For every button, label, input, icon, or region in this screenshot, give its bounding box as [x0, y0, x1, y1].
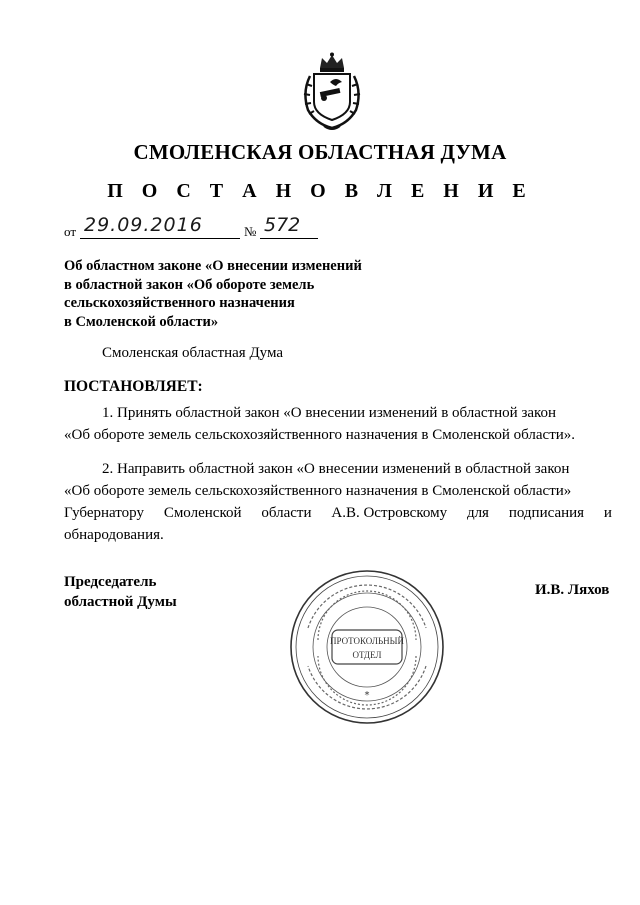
item-2-word: области [261, 505, 312, 521]
item-2-line-3 [64, 502, 612, 524]
date-prefix: от [64, 224, 77, 239]
position-line: областной Думы [64, 594, 177, 610]
item-2-word: А.В. Островскому [331, 505, 448, 521]
preamble: Смоленская областная Дума [102, 345, 284, 361]
item-2-word: Губернатору [64, 505, 144, 521]
subject-line: в областной закон «Об обороте земель [64, 276, 315, 293]
date-underline [80, 238, 240, 239]
subject-line: Об областном законе «О внесении изменений [64, 258, 362, 274]
item-2-word: подписания [508, 505, 585, 521]
item-2-word: для [466, 505, 489, 521]
document-type-title: П О С Т А Н О В Л Е Н И Е [107, 180, 533, 202]
signatory-position [64, 572, 177, 612]
item-2-line-1: 2. Направить областной закон «О внесении изменений в областной закон [102, 461, 570, 477]
resolves-heading: ПОСТАНОВЛЯЕТ: [64, 378, 203, 395]
item-1-line-2: «Об обороте земель сельскохозяйственного назначения в Смоленской области». [64, 427, 576, 443]
date-number-line [64, 216, 324, 240]
document-subject [64, 257, 404, 331]
stamp-center-line-1: ПРОТОКОЛЬНЫЙ [330, 636, 404, 646]
position-line: Председатель [64, 574, 157, 590]
number-underline [260, 238, 318, 239]
official-seal-stamp [288, 568, 446, 726]
handwritten-date: 29.09.2016 [84, 214, 203, 236]
resolution-item-2 [64, 458, 612, 546]
item-2-line-4: обнародования. [64, 527, 164, 543]
subject-line: в Смоленской области» [64, 313, 219, 330]
item-2-word: Смоленской [163, 505, 242, 521]
organization-title: СМОЛЕНСКАЯ ОБЛАСТНАЯ ДУМА [133, 140, 507, 164]
svg-text:*: * [364, 690, 370, 701]
signatory-name: И.В. Ляхов [535, 582, 610, 598]
stamp-center-line-2: ОТДЕЛ [352, 650, 382, 660]
resolution-item-1 [64, 402, 612, 446]
number-sign: № [244, 224, 257, 239]
item-2-word: и [603, 505, 612, 521]
item-2-line-2: «Об обороте земель сельскохозяйственного назначения в Смоленской области» [64, 483, 572, 499]
item-1-line-1: 1. Принять областной закон «О внесении изменений в областной закон [102, 405, 557, 421]
subject-line: сельскохозяйственного назначения [64, 295, 295, 311]
coat-of-arms-icon [296, 52, 368, 134]
handwritten-number: 572 [264, 214, 301, 236]
